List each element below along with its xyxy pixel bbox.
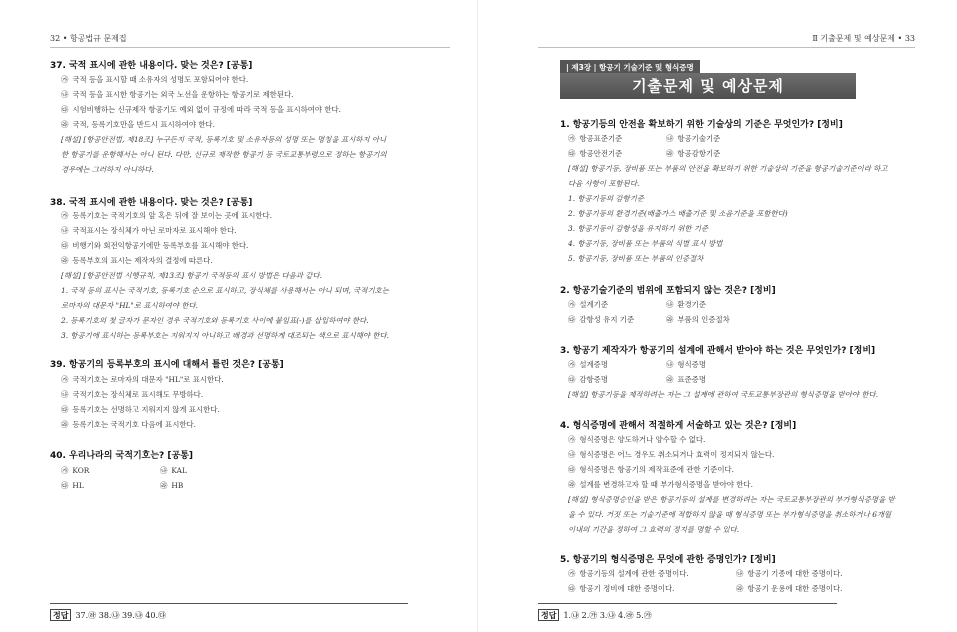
question-3 <box>560 343 875 356</box>
option-d: ㉱ 설계를 변경하고자 할 때 부가형식증명을 받아야 한다. <box>568 480 753 489</box>
left-page <box>0 0 478 632</box>
left-footer-rule <box>50 603 408 604</box>
option-d: ㉱ 국적, 등록기호만을 반드시 표시하여야 한다. <box>61 120 216 129</box>
question-number: 37. <box>50 61 66 71</box>
question-5 <box>560 552 776 565</box>
question-number: 4. <box>560 421 570 431</box>
question-text: 항공기술기준의 범위에 포함되지 않는 것은? [정비] <box>572 286 776 296</box>
option-a: ㉮ 국적 등을 표시할 때 소유자의 성명도 포함되어야 한다. <box>61 75 249 84</box>
question-37 <box>50 58 252 71</box>
option-a: ㉮ KOR <box>61 466 90 475</box>
option-a: ㉮ 항공표준기준 <box>568 134 623 143</box>
option-c: ㉰ 시험비행하는 신규제작 항공기도 예외 없이 규정에 따라 국적 등을 표시하여야 한다. <box>61 105 341 114</box>
question-text: 형식증명에 관해서 적절하게 서술하고 있는 것은? [정비] <box>572 421 797 431</box>
explanation-line: 1. 국적 등의 표시는 국적기호, 등록기호 순으로 표시하고, 장식체를 사용해서는 아니 되며, 국적기호는 <box>61 286 389 295</box>
question-number: 39. <box>50 360 66 370</box>
option-b: ㉯ 국적 등을 표시한 항공기는 외국 노선을 운항하는 항공기로 제한된다. <box>61 90 294 99</box>
option-d: ㉱ 표준증명 <box>666 375 706 384</box>
question-number: 1. <box>560 120 570 130</box>
answer-key-label: 정답 <box>50 609 71 621</box>
question-text: 항공기의 등록부호의 표시에 대해서 틀린 것은? [공통] <box>68 360 284 370</box>
option-d: ㉱ 등록기호는 국적기호 다음에 표시한다. <box>61 420 197 429</box>
question-38 <box>50 195 252 208</box>
section-banner: 기출문제 및 예상문제 <box>560 73 856 99</box>
option-b: ㉯ 환경기준 <box>666 300 706 309</box>
right-page-header: Ⅱ 기출문제 및 예상문제 • 33 <box>812 34 915 43</box>
option-b: ㉯ 국적기호는 장식체로 표시해도 무방하다. <box>61 390 204 399</box>
question-40 <box>50 448 193 461</box>
question-2 <box>560 283 776 296</box>
explanation-line: 2. 항공기등의 환경기준(배출가스 배출기준 및 소음기준을 포함한다) <box>568 209 788 218</box>
option-c: ㉰ 감항성 유지 기준 <box>568 315 635 324</box>
question-4 <box>560 418 796 431</box>
question-text: 항공기의 형식증명은 무엇에 관한 증명인가? [정비] <box>572 555 776 565</box>
explanation-line: 한 항공기를 운항해서는 아니 된다. 다만, 신규로 제작한 항공기 등 국토교통부령으로 정하는 항공기의 <box>61 150 387 159</box>
left-header-rule <box>50 47 450 48</box>
right-footer-rule <box>538 603 837 604</box>
question-39 <box>50 357 284 370</box>
answer-key-values: 1.㉯ 2.㉮ 3.㉯ 4.㉱ 5.㉮ <box>563 611 652 620</box>
option-c: ㉰ 형식증명은 항공기의 제작표준에 관한 기준이다. <box>568 465 734 474</box>
explanation-line: 2. 등록기호의 첫 글자가 문자인 경우 국적기호와 등록기호 사이에 붙임표(-)를 삽입하여야 한다. <box>61 316 369 325</box>
explanation-line: 로마자의 대문자 "HL"로 표시하여야 한다. <box>61 301 198 310</box>
option-c: ㉰ 항공안전기준 <box>568 149 623 158</box>
option-d: ㉱ 항공기 운용에 대한 증명이다. <box>736 584 843 593</box>
option-c: ㉰ 등록기호는 선명하고 지워지지 않게 표시한다. <box>61 405 220 414</box>
option-b: ㉯ 국적표시는 장식체가 아닌 로마자로 표시해야 한다. <box>61 226 237 235</box>
explanation-line: 다음 사항이 포함된다. <box>568 179 640 188</box>
option-c: ㉰ 감항증명 <box>568 375 608 384</box>
question-number: 38. <box>50 198 66 208</box>
left-page-header: 32 • 항공법규 문제집 <box>50 34 127 43</box>
explanation-line: 1. 항공기등의 감항기준 <box>568 194 645 203</box>
option-a: ㉮ 등록기호는 국적기호의 앞 혹은 뒤에 잘 보이는 곳에 표시한다. <box>61 211 273 220</box>
option-a: ㉮ 설계기준 <box>568 300 608 309</box>
option-a: ㉮ 국적기호는 로마자의 대문자 "HL"로 표시한다. <box>61 375 224 384</box>
option-d: ㉱ 부품의 인증절차 <box>666 315 730 324</box>
option-a: ㉮ 형식증명은 양도하거나 양수할 수 없다. <box>568 435 706 444</box>
question-number: 2. <box>560 286 570 296</box>
question-text: 국적 표시에 관한 내용이다. 맞는 것은? [공통] <box>68 198 253 208</box>
option-d: ㉱ 등록부호의 표시는 제작자의 결정에 따른다. <box>61 256 213 265</box>
option-d: ㉱ 항공감항기준 <box>666 149 721 158</box>
right-header-rule <box>538 47 915 48</box>
option-b: ㉯ 형식증명 <box>666 360 706 369</box>
explanation-line: [해설] [항공안전법 시행규칙, 제13조] 항공기 국적등의 표시 방법은 다음과 같다. <box>61 271 322 280</box>
option-a: ㉮ 설계증명 <box>568 360 608 369</box>
option-c: ㉰ 항공기 정비에 대한 증명이다. <box>568 584 675 593</box>
chapter-tag: | 제3장 | 항공기 기술기준 및 형식증명 <box>560 60 700 75</box>
explanation-line: [해설] [항공안전법, 제18조] 누구든지 국적, 등록기호 및 소유자등의 성명 또는 명칭을 표시하지 아니 <box>61 135 387 144</box>
explanation-line: 경우에는 그러하지 아니하다. <box>61 165 154 174</box>
question-text: 항공기 제작자가 항공기의 설계에 관해서 받아야 하는 것은 무엇인가? [정비] <box>572 346 876 356</box>
explanation-line: 4. 항공기등, 장비품 또는 부품의 식별 표시 방법 <box>568 239 723 248</box>
answer-key-values: 37.㉱ 38.㉯ 39.㉯ 40.㉰ <box>75 611 166 620</box>
explanation-line: 을 수 있다. 거짓 또는 기술기준에 적합하지 않을 때 형식증명 또는 부가형식증명을 취소하거나 6개월 <box>568 510 892 519</box>
option-c: ㉰ 비행기와 회전익항공기에만 등록부호를 표시해야 한다. <box>61 241 249 250</box>
answer-key <box>538 610 652 621</box>
option-b: ㉯ 항공기술기준 <box>666 134 721 143</box>
question-text: 항공기등의 안전을 확보하기 위한 기술상의 기준은 무엇인가? [정비] <box>572 120 843 130</box>
explanation-line: 3. 항공기등이 감항성을 유지하기 위한 기준 <box>568 224 709 233</box>
option-b: ㉯ KAL <box>160 466 187 475</box>
explanation-line: 5. 항공기등, 장비품 또는 부품의 인증절차 <box>568 254 704 263</box>
option-b: ㉯ 형식증명은 어느 경우도 취소되거나 효력이 정지되지 않는다. <box>568 450 775 459</box>
explanation-line: [해설] 형식증명승인을 받은 항공기등의 설계를 변경하려는 자는 국토교통부장관의 부가형식증명을 받 <box>568 495 895 504</box>
question-text: 우리나라의 국적기호는? [공통] <box>68 451 193 461</box>
question-number: 3. <box>560 346 570 356</box>
option-b: ㉯ 항공기 기종에 대한 증명이다. <box>736 569 843 578</box>
option-a: ㉮ 항공기등의 설계에 관한 증명이다. <box>568 569 689 578</box>
question-number: 40. <box>50 451 66 461</box>
answer-key <box>50 610 166 621</box>
question-1 <box>560 117 843 130</box>
explanation-line: 3. 항공기에 표시하는 등록부호는 지워지지 아니하고 배경과 선명하게 대조되는 색으로 표시해야 한다. <box>61 331 389 340</box>
option-d: ㉱ HB <box>160 481 184 490</box>
explanation-line: [해설] 항공기등, 장비품 또는 부품의 안전을 확보하기 위한 기술상의 기준을 항공기술기준이라 하고 <box>568 164 888 173</box>
answer-key-label: 정답 <box>538 609 559 621</box>
question-text: 국적 표시에 관한 내용이다. 맞는 것은? [공통] <box>68 61 253 71</box>
explanation-line: 이내의 기간을 정하여 그 효력의 정지를 명할 수 있다. <box>568 525 740 534</box>
explanation-line: [해설] 항공기등을 제작하려는 자는 그 설계에 관하여 국토교통부장관의 형식증명을 받아야 한다. <box>568 390 879 399</box>
question-number: 5. <box>560 555 570 565</box>
option-c: ㉰ HL <box>61 481 84 490</box>
right-page <box>478 0 957 632</box>
